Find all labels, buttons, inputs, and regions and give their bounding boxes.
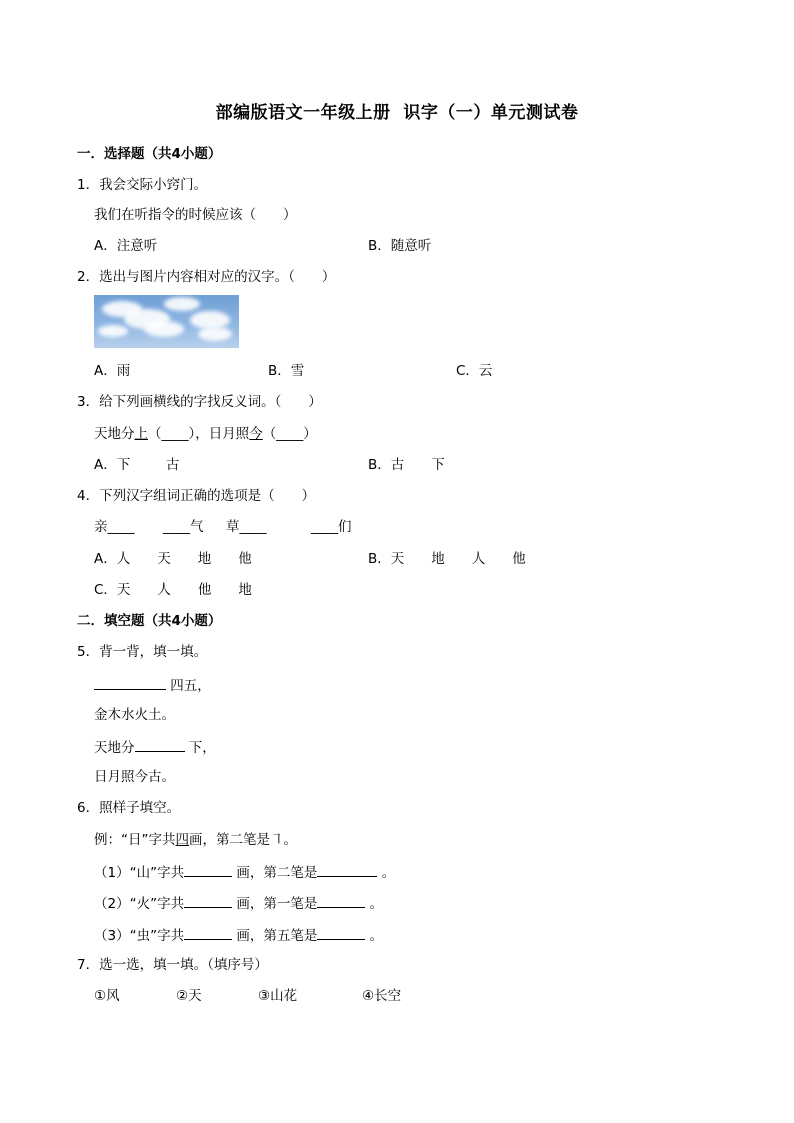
question-3-underlined-word: 今 [249, 426, 263, 442]
question-5-text: 天地分 [94, 740, 135, 756]
question-5-stem: 5．背一背，填一填。 [77, 644, 208, 660]
question-6-sub-3 [94, 925, 383, 945]
question-6-stem: 6．照样子填空。 [77, 800, 181, 816]
question-3-text: （____） [262, 426, 317, 442]
question-5-text: 下， [184, 740, 216, 756]
question-6-text: 画，第一笔是 [232, 896, 318, 912]
question-6-text: （3）“虫”字共 [94, 928, 185, 944]
question-1-stem: 1．我会交际小窍门。 [77, 177, 208, 193]
answer-blank[interactable] [135, 737, 185, 752]
question-1-option-b[interactable]: B．随意听 [368, 238, 432, 254]
section-heading-fill: 二．填空题（共4小题） [77, 613, 222, 629]
question-6-sub-2 [94, 893, 383, 913]
question-1-sub: 我们在听指令的时候应该（ ） [94, 207, 297, 223]
question-4-word: ____们 [311, 519, 352, 535]
question-6-text: （1）“山”字共 [94, 865, 185, 881]
question-4-stem: 4．下列汉字组词正确的选项是（ ） [77, 488, 316, 504]
answer-blank[interactable] [184, 925, 232, 940]
section-heading-choice: 一．选择题（共4小题） [77, 146, 222, 162]
answer-blank[interactable] [184, 893, 232, 908]
question-7-stem: 7．选一选，填一填。（填序号） [77, 957, 268, 973]
question-5-text: 四五， [166, 678, 211, 694]
question-5-line-4: 日月照今古。 [94, 769, 175, 785]
question-6-text: （2）“火”字共 [94, 896, 185, 912]
answer-blank[interactable] [184, 862, 232, 877]
question-2-option-b[interactable]: B．雪 [268, 363, 305, 379]
question-6-text: 。 [377, 865, 396, 881]
question-4-word: ____气 [163, 519, 204, 535]
question-7-option-1: ①风 [94, 988, 120, 1004]
question-4-option-b[interactable]: B．天 地 人 他 [368, 551, 526, 567]
question-4-word: 草____ [226, 519, 267, 535]
question-6-text: 例：“日”字共 [94, 832, 176, 848]
answer-blank[interactable] [317, 893, 365, 908]
question-5-line-2: 金木水火土。 [94, 707, 175, 723]
question-6-example [94, 831, 297, 849]
question-1-option-a[interactable]: A．注意听 [94, 238, 158, 254]
question-4-option-c[interactable]: C．天 人 他 地 [94, 582, 252, 598]
question-6-text: 画，第二笔是 [232, 865, 318, 881]
sky-cloud-image [94, 295, 239, 348]
answer-blank[interactable] [317, 925, 365, 940]
question-3-text: （____），日月照 [148, 426, 250, 442]
question-6-text: 画，第五笔是 [232, 928, 318, 944]
question-4-word: 亲____ [94, 519, 135, 535]
question-6-text: 。 [365, 928, 384, 944]
question-2-stem: 2．选出与图片内容相对应的汉字。（ ） [77, 269, 336, 285]
question-2-option-c[interactable]: C．云 [456, 363, 493, 379]
question-4-option-a[interactable]: A．人 天 地 他 [94, 551, 252, 567]
question-7-option-3: ③山花 [258, 988, 298, 1004]
answer-blank[interactable] [317, 862, 377, 877]
question-6-text: 。 [365, 896, 384, 912]
question-3-option-b[interactable]: B．古 下 [368, 457, 445, 473]
question-5-line-3 [94, 737, 216, 757]
page-title: 部编版语文一年级上册 识字（一）单元测试卷 [215, 103, 579, 123]
question-7-option-2: ②天 [176, 988, 202, 1004]
question-3-underlined-word: 上 [134, 426, 148, 442]
answer-blank[interactable] [94, 675, 166, 690]
question-6-sub-1 [94, 862, 395, 882]
question-3-option-a[interactable]: A．下 古 [94, 457, 180, 473]
question-5-line-1 [94, 675, 211, 695]
question-2-option-a[interactable]: A．雨 [94, 363, 131, 379]
question-3-text: 天地分 [94, 426, 135, 442]
question-3-line [94, 425, 317, 443]
question-6-text: 画，第二笔是㇕。 [189, 832, 297, 848]
question-6-underlined-word: 四 [175, 832, 189, 848]
question-7-option-4: ④长空 [362, 988, 402, 1004]
question-3-stem: 3．给下列画横线的字找反义词。（ ） [77, 394, 322, 410]
